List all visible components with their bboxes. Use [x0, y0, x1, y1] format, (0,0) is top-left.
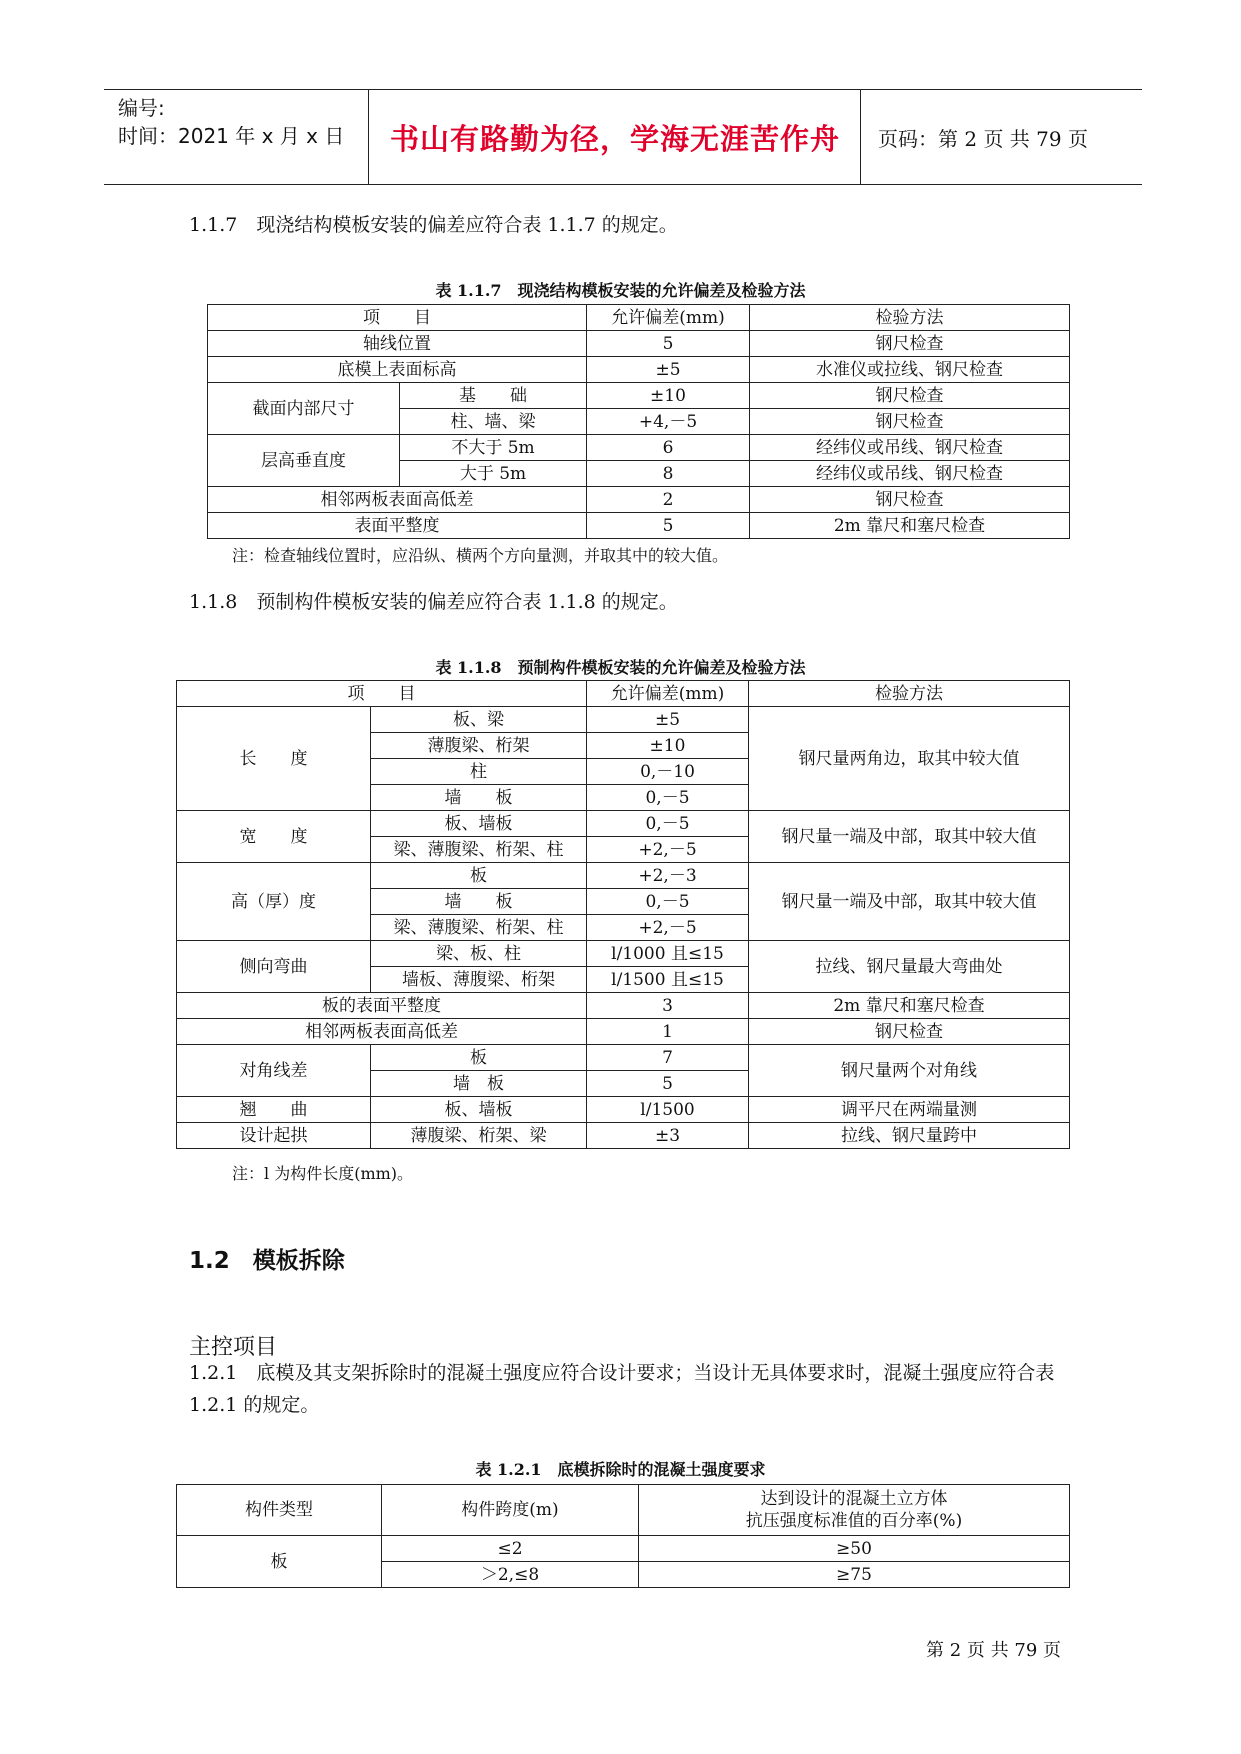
table-header-cell: 构件类型 — [177, 1485, 382, 1536]
table-cell: 板的表面平整度 — [177, 993, 587, 1019]
page-code-text: 页码：第 2 页 共 79 页 — [878, 126, 1088, 151]
table-row — [177, 1019, 1070, 1045]
table-cell: 拉线、钢尺量跨中 — [749, 1123, 1070, 1149]
table-cell: 墙板、薄腹梁、桁架 — [371, 967, 587, 993]
table-1-1-8 — [176, 680, 1070, 1149]
table-cell: 2m 靠尺和塞尺检查 — [749, 993, 1070, 1019]
table-cell: ±3 — [587, 1123, 749, 1149]
table-cell: 墙 板 — [371, 1071, 587, 1097]
table-row — [208, 331, 1070, 357]
table-cell: ±5 — [587, 357, 750, 383]
table-header-cell: 项 目 — [208, 305, 587, 331]
table-cell: 1 — [587, 1019, 749, 1045]
table-cell: ≤2 — [382, 1536, 639, 1562]
table-group-label: 截面内部尺寸 — [208, 383, 400, 435]
table-cell: ±10 — [587, 383, 750, 409]
table-cell: 相邻两板表面高低差 — [177, 1019, 587, 1045]
table-header-cell: 项 目 — [177, 681, 587, 707]
table-1-2-1-caption: 表 1.2.1 底模拆除时的混凝土强度要求 — [475, 1460, 766, 1479]
table-cell: 墙 板 — [371, 785, 587, 811]
table-header-cell: 构件跨度(m) — [382, 1485, 639, 1536]
table-cell: 钢尺检查 — [750, 487, 1070, 513]
table-cell: 相邻两板表面高低差 — [208, 487, 587, 513]
table-cell: ±5 — [587, 707, 749, 733]
table-cell: +4,－5 — [587, 409, 750, 435]
table-method-cell: 钢尺量一端及中部，取其中较大值 — [749, 863, 1070, 941]
table-group-label: 宽 度 — [177, 811, 371, 863]
header-left — [104, 90, 369, 184]
table-row — [177, 1045, 1070, 1071]
main-items-heading: 主控项目 — [189, 1335, 278, 1360]
table-cell: 0,－5 — [587, 889, 749, 915]
table-1-1-8-note: 注：l 为构件长度(mm)。 — [232, 1164, 414, 1183]
header-line-2: 抗压强度标准值的百分率(%) — [745, 1511, 963, 1531]
table-header-cell — [639, 1485, 1070, 1536]
table-cell: 5 — [587, 1071, 749, 1097]
table-row — [177, 1123, 1070, 1149]
table-cell: 经纬仪或吊线、钢尺检查 — [750, 435, 1070, 461]
table-cell: 水准仪或拉线、钢尺检查 — [750, 357, 1070, 383]
table-cell: 底模上表面标高 — [208, 357, 587, 383]
table-method-cell: 钢尺量一端及中部，取其中较大值 — [749, 811, 1070, 863]
table-row — [208, 435, 1070, 461]
table-header-cell: 检验方法 — [750, 305, 1070, 331]
table-group-label: 长 度 — [177, 707, 371, 811]
table-cell: 0,－5 — [587, 785, 749, 811]
table-cell: 表面平整度 — [208, 513, 587, 539]
table-cell: l/1500 且≤15 — [587, 967, 749, 993]
table-cell: 设计起拱 — [177, 1123, 371, 1149]
table-row — [177, 1485, 1070, 1536]
table-cell: +2,－3 — [587, 863, 749, 889]
table-cell: 梁、板、柱 — [371, 941, 587, 967]
table-cell: 大于 5m — [400, 461, 587, 487]
table-cell: 经纬仪或吊线、钢尺检查 — [750, 461, 1070, 487]
table-cell: +2,－5 — [587, 915, 749, 941]
table-row — [208, 383, 1070, 409]
table-row — [177, 1536, 1070, 1562]
table-cell: 2 — [587, 487, 750, 513]
table-cell: 2m 靠尺和塞尺检查 — [750, 513, 1070, 539]
table-1-2-1 — [176, 1484, 1070, 1588]
table-row — [177, 941, 1070, 967]
table-method-cell: 钢尺量两个对角线 — [749, 1045, 1070, 1097]
page-header — [104, 89, 1142, 185]
table-row — [177, 993, 1070, 1019]
table-group-label: 高（厚）度 — [177, 863, 371, 941]
table-cell: 柱、墙、梁 — [400, 409, 587, 435]
table-cell: l/1000 且≤15 — [587, 941, 749, 967]
table-cell: 墙 板 — [371, 889, 587, 915]
table-row — [208, 513, 1070, 539]
table-1-1-7-caption: 表 1.1.7 现浇结构模板安装的允许偏差及检验方法 — [435, 281, 806, 300]
table-cell: 板、梁 — [371, 707, 587, 733]
table-cell: 梁、薄腹梁、桁架、柱 — [371, 837, 587, 863]
table-cell: ±10 — [587, 733, 749, 759]
table-cell: 6 — [587, 435, 750, 461]
table-group-label: 层高垂直度 — [208, 435, 400, 487]
table-1-1-7-note: 注：检查轴线位置时，应沿纵、横两个方向量测，并取其中的较大值。 — [232, 546, 729, 565]
table-cell: 钢尺检查 — [750, 331, 1070, 357]
time-label: 时间：2021 年 x 月 x 日 — [118, 124, 345, 148]
table-group-label: 板 — [177, 1536, 382, 1588]
table-cell: 薄腹梁、桁架、梁 — [371, 1123, 587, 1149]
table-row — [177, 863, 1070, 889]
table-cell: ≥75 — [639, 1562, 1070, 1588]
table-cell: 调平尺在两端量测 — [749, 1097, 1070, 1123]
table-cell: 梁、薄腹梁、桁架、柱 — [371, 915, 587, 941]
table-1-1-8-caption: 表 1.1.8 预制构件模板安装的允许偏差及检验方法 — [435, 658, 806, 677]
table-cell: l/1500 — [587, 1097, 749, 1123]
table-cell: ≥50 — [639, 1536, 1070, 1562]
paragraph-1-1-7: 1.1.7 现浇结构模板安装的偏差应符合表 1.1.7 的规定。 — [189, 214, 678, 236]
table-cell: 5 — [587, 331, 750, 357]
table-cell: 板、墙板 — [371, 1097, 587, 1123]
table-method-cell: 拉线、钢尺量最大弯曲处 — [749, 941, 1070, 993]
table-cell: 0,－5 — [587, 811, 749, 837]
number-label: 编号: — [118, 96, 165, 120]
table-cell: 板、墙板 — [371, 811, 587, 837]
table-group-label: 侧向弯曲 — [177, 941, 371, 993]
table-cell: 基 础 — [400, 383, 587, 409]
paragraph-1-1-8: 1.1.8 预制构件模板安装的偏差应符合表 1.1.8 的规定。 — [189, 591, 678, 613]
header-line-1: 达到设计的混凝土立方体 — [760, 1489, 948, 1509]
table-cell: 钢尺检查 — [749, 1019, 1070, 1045]
table-row — [177, 707, 1070, 733]
motto-text: 书山有路勤为径，学海无涯苦作舟 — [389, 121, 840, 156]
table-cell: 8 — [587, 461, 750, 487]
table-header-cell: 允许偏差(mm) — [587, 681, 749, 707]
table-cell: 钢尺检查 — [750, 409, 1070, 435]
table-row — [177, 1097, 1070, 1123]
table-row — [177, 681, 1070, 707]
table-1-1-7 — [207, 304, 1070, 539]
header-page-code — [862, 90, 1142, 184]
table-row — [208, 305, 1070, 331]
table-cell: 轴线位置 — [208, 331, 587, 357]
table-cell: 不大于 5m — [400, 435, 587, 461]
page-footer: 第 2 页 共 79 页 — [926, 1640, 1061, 1661]
table-cell: 薄腹梁、桁架 — [371, 733, 587, 759]
table-header-cell: 允许偏差(mm) — [587, 305, 750, 331]
table-group-label: 对角线差 — [177, 1045, 371, 1097]
table-cell: ＞2,≤8 — [382, 1562, 639, 1588]
section-title-1-2: 1.2 模板拆除 — [189, 1248, 345, 1274]
table-cell: 0,－10 — [587, 759, 749, 785]
table-cell: 板 — [371, 863, 587, 889]
table-row — [208, 357, 1070, 383]
table-cell: 板 — [371, 1045, 587, 1071]
table-cell: 翘 曲 — [177, 1097, 371, 1123]
table-cell: 钢尺检查 — [750, 383, 1070, 409]
table-header-cell: 检验方法 — [749, 681, 1070, 707]
table-cell: 柱 — [371, 759, 587, 785]
table-row — [177, 811, 1070, 837]
table-row — [208, 487, 1070, 513]
table-cell: 7 — [587, 1045, 749, 1071]
header-motto — [370, 90, 861, 184]
paragraph-1-2-1: 1.2.1 底模及其支架拆除时的混凝土强度应符合设计要求；当设计无具体要求时，混凝土强度应符合表 1.2.1 的规定。 — [189, 1362, 1055, 1416]
table-cell: +2,－5 — [587, 837, 749, 863]
table-method-cell: 钢尺量两角边，取其中较大值 — [749, 707, 1070, 811]
table-cell: 5 — [587, 513, 750, 539]
table-cell: 3 — [587, 993, 749, 1019]
